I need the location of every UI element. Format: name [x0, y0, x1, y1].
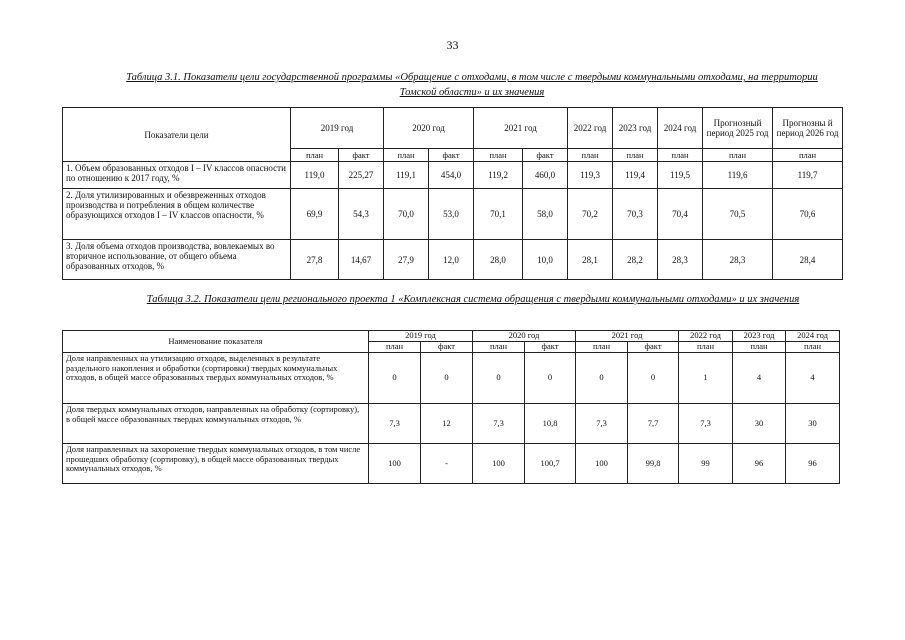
cell-value: 53,0: [429, 189, 474, 240]
cell-value: 30: [786, 404, 840, 444]
cell-value: 119,5: [658, 162, 703, 189]
row-label: Доля направленных на утилизацию отходов, выделенных в результате раздельного накопления и обработки (сортировки) твердых коммунальных отходов, в общей массе образованных твердых коммунальных отходов, %: [63, 353, 369, 404]
row-label: Доля твердых коммунальных отходов, направленных на обработку (сортировку), в общей массе образованных твердых коммунальных отходов, %: [63, 404, 369, 444]
cell-value: 28,3: [658, 240, 703, 280]
cell-value: 119,3: [568, 162, 613, 189]
table2-fact: факт: [525, 342, 576, 353]
cell-value: 1: [679, 353, 733, 404]
table1-year-2026: Прогнозны й период 2026 год: [773, 108, 843, 149]
table2-plan: план: [576, 342, 628, 353]
table2: [62, 330, 840, 484]
table1: [62, 107, 843, 280]
cell-value: 4: [786, 353, 840, 404]
table1-fact: факт: [339, 149, 384, 162]
cell-value: 100: [473, 444, 525, 484]
table1-caption: Таблица 3.1. Показатели цели государственной программы «Обращение с отходами, в том числе с твердыми коммунальными отходами, на территории Томской области» и их значения: [126, 72, 818, 98]
table-row: [63, 404, 840, 444]
cell-value: 69,9: [291, 189, 339, 240]
table1-plan: план: [613, 149, 658, 162]
cell-value: 454,0: [429, 162, 474, 189]
table2-year-2024: 2024 год: [786, 331, 840, 342]
cell-value: 28,2: [613, 240, 658, 280]
page-number: 33: [446, 38, 459, 52]
cell-value: 70,6: [773, 189, 843, 240]
cell-value: 10,0: [523, 240, 568, 280]
table2-fact: факт: [628, 342, 679, 353]
cell-value: 28,1: [568, 240, 613, 280]
cell-value: 119,2: [474, 162, 523, 189]
table-row: [63, 162, 843, 189]
table1-plan: план: [658, 149, 703, 162]
table1-year-2022: 2022 год: [568, 108, 613, 149]
table-row: [63, 444, 840, 484]
cell-value: 7,7: [628, 404, 679, 444]
cell-value: 12: [421, 404, 473, 444]
table2-plan: план: [733, 342, 786, 353]
cell-value: 27,8: [291, 240, 339, 280]
row-label: 2. Доля утилизированных и обезвреженных отходов производства и потребления в общем количестве образующихся отходов I – IV классов опасности, %: [63, 189, 291, 240]
cell-value: 28,3: [703, 240, 773, 280]
table1-plan: план: [773, 149, 843, 162]
table-row: [63, 189, 843, 240]
table2-year-2020: 2020 год: [473, 331, 576, 342]
row-label: 3. Доля объема отходов производства, вовлекаемых во вторичное использование, от общего объема образованных отходов, %: [63, 240, 291, 280]
cell-value: 119,6: [703, 162, 773, 189]
table1-year-2025: Прогнозный период 2025 год: [703, 108, 773, 149]
cell-value: 7,3: [679, 404, 733, 444]
table-row: [63, 240, 843, 280]
table2-plan: план: [473, 342, 525, 353]
row-label: 1. Объем образованных отходов I – IV классов опасности по отношению к 2017 году, %: [63, 162, 291, 189]
cell-value: 100: [369, 444, 421, 484]
table1-fact: факт: [429, 149, 474, 162]
cell-value: 7,3: [369, 404, 421, 444]
cell-value: 460,0: [523, 162, 568, 189]
table1-plan: план: [703, 149, 773, 162]
table1-plan: план: [384, 149, 429, 162]
table2-header-label: Наименование показателя: [63, 331, 369, 353]
cell-value: 70,2: [568, 189, 613, 240]
cell-value: 28,0: [474, 240, 523, 280]
table2-plan: план: [679, 342, 733, 353]
cell-value: 70,5: [703, 189, 773, 240]
table1-plan: план: [568, 149, 613, 162]
cell-value: 99,8: [628, 444, 679, 484]
cell-value: 7,3: [576, 404, 628, 444]
table1-plan: план: [474, 149, 523, 162]
cell-value: 0: [421, 353, 473, 404]
table1-header-years: [63, 108, 843, 149]
cell-value: 0: [628, 353, 679, 404]
cell-value: 14,67: [339, 240, 384, 280]
table-row: [63, 353, 840, 404]
table2-year-2022: 2022 год: [679, 331, 733, 342]
cell-value: 70,0: [384, 189, 429, 240]
table2-plan: план: [369, 342, 421, 353]
cell-value: 0: [473, 353, 525, 404]
cell-value: 99: [679, 444, 733, 484]
table2-year-2021: 2021 год: [576, 331, 679, 342]
cell-value: 0: [576, 353, 628, 404]
table1-year-2023: 2023 год: [613, 108, 658, 149]
cell-value: 10,8: [525, 404, 576, 444]
table2-year-2023: 2023 год: [733, 331, 786, 342]
table2-fact: факт: [421, 342, 473, 353]
cell-value: 70,3: [613, 189, 658, 240]
table2-plan: план: [786, 342, 840, 353]
cell-value: 70,1: [474, 189, 523, 240]
cell-value: 28,4: [773, 240, 843, 280]
table1-plan: план: [291, 149, 339, 162]
cell-value: 7,3: [473, 404, 525, 444]
cell-value: 96: [786, 444, 840, 484]
cell-value: 70,4: [658, 189, 703, 240]
cell-value: 12,0: [429, 240, 474, 280]
table1-year-2024: 2024 год: [658, 108, 703, 149]
table2-header-years: [63, 331, 840, 342]
cell-value: 58,0: [523, 189, 568, 240]
cell-value: -: [421, 444, 473, 484]
cell-value: 0: [525, 353, 576, 404]
cell-value: 27,9: [384, 240, 429, 280]
table1-year-2021: 2021 год: [474, 108, 568, 149]
cell-value: 119,0: [291, 162, 339, 189]
table1-year-2019: 2019 год: [291, 108, 384, 149]
table1-year-2020: 2020 год: [384, 108, 474, 149]
cell-value: 100: [576, 444, 628, 484]
cell-value: 100,7: [525, 444, 576, 484]
table1-fact: факт: [523, 149, 568, 162]
table2-year-2019: 2019 год: [369, 331, 473, 342]
row-label: Доля направленных на захоронение твердых коммунальных отходов, в том числе прошедших обработку (сортировку), в общей массе образованных твердых коммунальных отходов, %: [63, 444, 369, 484]
cell-value: 4: [733, 353, 786, 404]
cell-value: 54,3: [339, 189, 384, 240]
cell-value: 119,1: [384, 162, 429, 189]
cell-value: 96: [733, 444, 786, 484]
cell-value: 0: [369, 353, 421, 404]
cell-value: 119,4: [613, 162, 658, 189]
cell-value: 30: [733, 404, 786, 444]
table2-caption: Таблица 3.2. Показатели цели регионального проекта 1 «Комплексная система обращения с твердыми коммунальными отходами» и их значения: [146, 294, 800, 305]
cell-value: 119,7: [773, 162, 843, 189]
cell-value: 225,27: [339, 162, 384, 189]
table1-header-label: Показатели цели: [63, 108, 291, 162]
